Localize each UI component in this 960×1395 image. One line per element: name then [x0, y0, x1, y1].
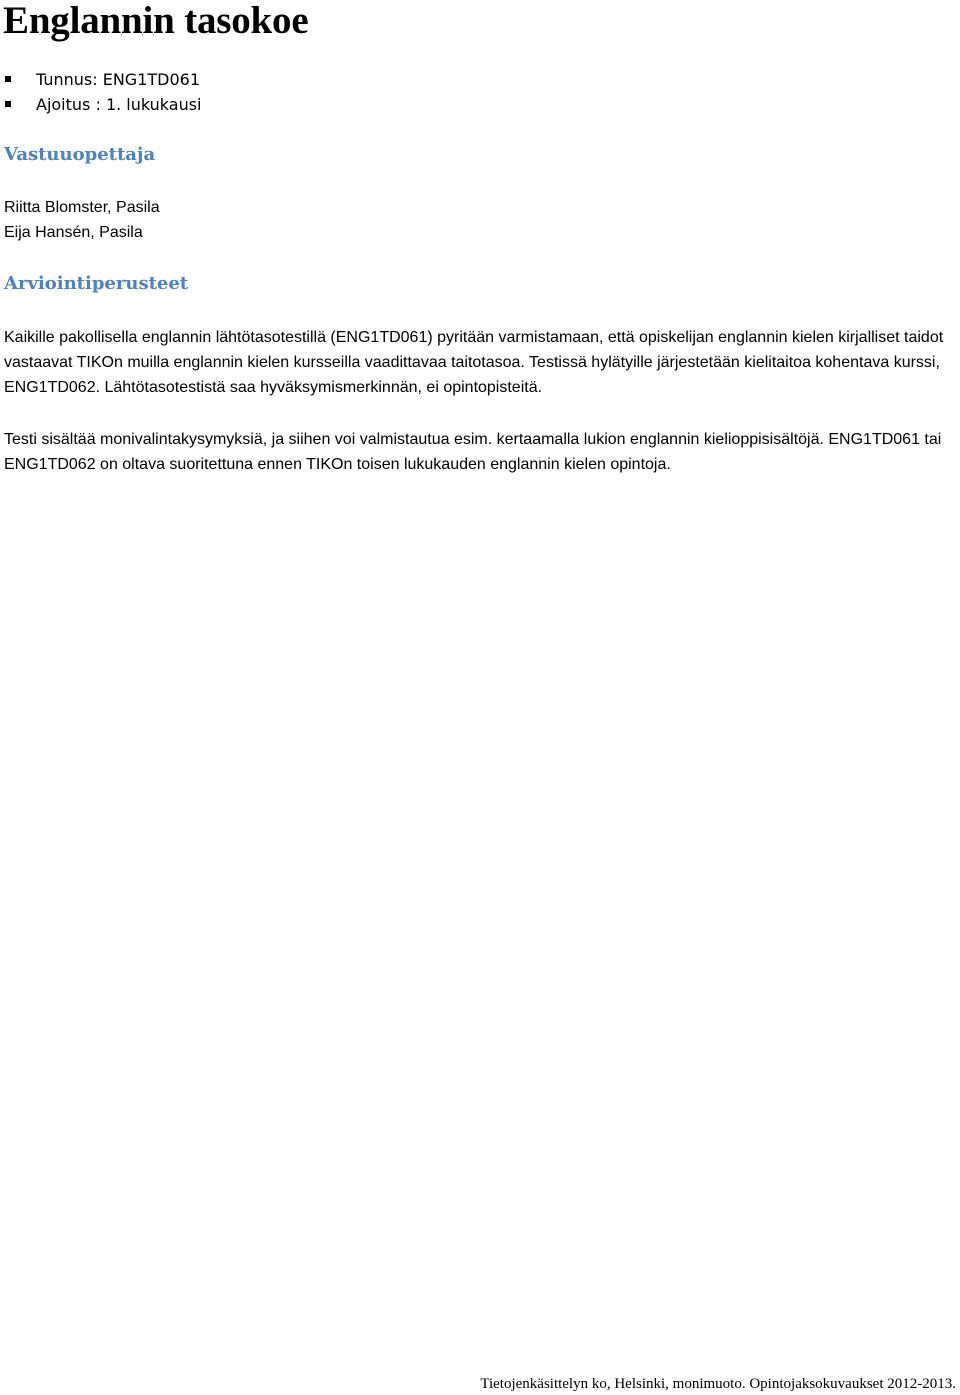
teacher-name: Riitta Blomster, Pasila	[4, 199, 160, 216]
body-paragraph: Kaikille pakollisella englannin lähtötasotestillä (ENG1TD061) pyritään varmistamaan, että opiskelijan englannin kielen kirjalliset taidot vastaavat TIKOn muilla englannin kielen kursseilla vaadittavaa taitotasoa. Testissä hylätyille järjestetään kielitaitoa kohentava kurssi, ENG1TD062. Lähtötasotestistä saa hyväksymismerkinnän, ei opintopisteitä.	[4, 329, 944, 396]
course-code-item	[0, 67, 202, 92]
section-heading-vastuuopettaja: Vastuuopettaja	[4, 144, 156, 165]
body-paragraph: Testi sisältää monivalintakysymyksiä, ja siihen voi valmistautua esim. kertaamalla lukion englannin kielioppisisältöjä. ENG1TD061 tai ENG1TD062 on oltava suoritettuna ennen TIKOn toisen lukukauden englannin kielen opintoja.	[4, 431, 942, 473]
course-meta-list	[0, 67, 202, 117]
page-title: Englannin tasokoe	[3, 0, 309, 42]
section-heading-arviointiperusteet: Arviointiperusteet	[4, 273, 189, 294]
teacher-name: Eija Hansén, Pasila	[4, 224, 143, 241]
course-code-text: Tunnus: ENG1TD061	[36, 70, 201, 89]
teacher-list	[4, 195, 160, 245]
square-bullet-icon	[5, 101, 11, 107]
course-timing-text: Ajoitus : 1. lukukausi	[36, 95, 202, 114]
square-bullet-icon	[5, 76, 11, 82]
page-footer: Tietojenkäsittelyn ko, Helsinki, monimuoto. Opintojaksokuvaukset 2012-2013.	[480, 1376, 956, 1392]
course-timing-item	[0, 92, 202, 117]
